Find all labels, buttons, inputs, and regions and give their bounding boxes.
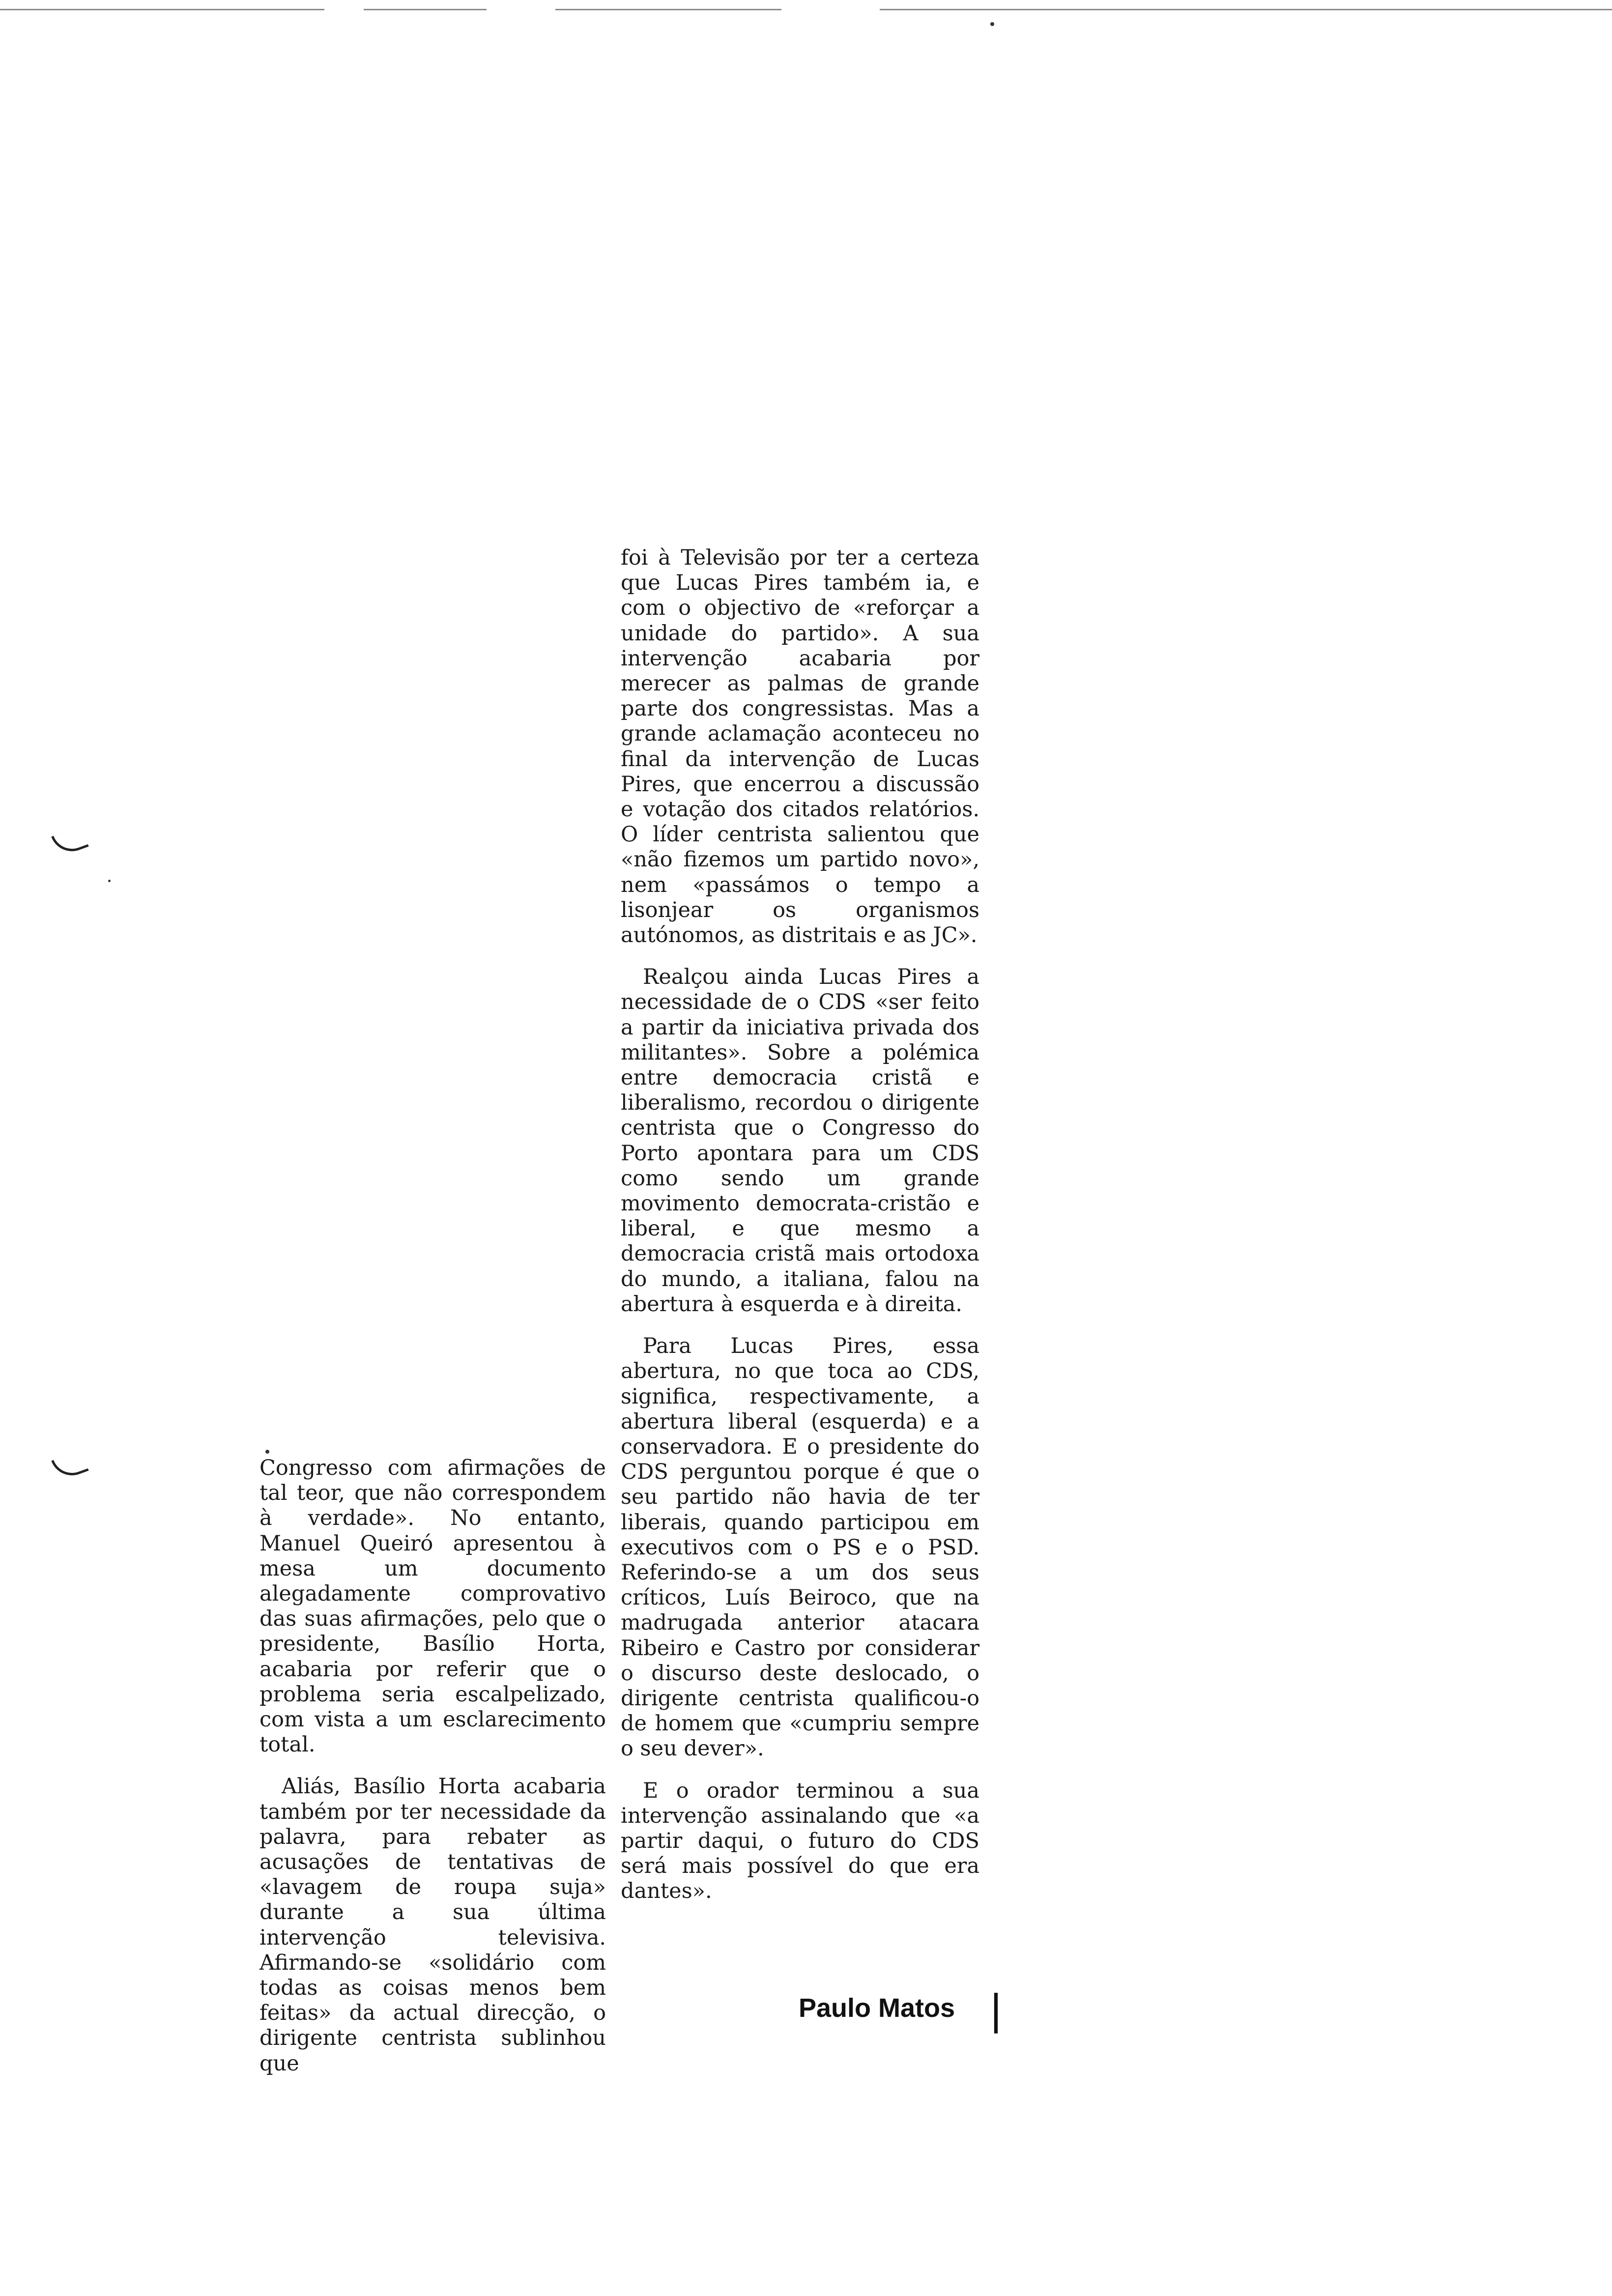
scan-edge-line (0, 9, 324, 10)
article-column-left (259, 1456, 606, 2093)
scan-edge-line (364, 9, 487, 10)
scan-speck (990, 22, 994, 26)
scan-edge-line (555, 9, 781, 10)
paragraph: foi à Televisão por ter a certeza que Lucas Pires também ia, e com o objectivo de «reforçar a unidade do partido». A sua intervenção acabaria por merecer as palmas de grande parte dos congressistas. Mas a grande aclamação aconteceu no final da intervenção de Lucas Pires, que encerrou a discussão e votação dos citados relatórios. O líder centrista salientou que «não fizemos um partido novo», nem «passámos o tempo a lisonjear os organismos autónomos, as distritais e as JC». (621, 545, 979, 948)
paragraph: Realçou ainda Lucas Pires a necessidade de o CDS «ser feito a partir da iniciativa privada dos militantes». Sobre a polémica entre democracia cristã e liberalismo, recordou o dirigente centrista que o Congresso do Porto apontara para um CDS como sendo um grande movimento democrata-cristão e liberal, e que mesmo a democracia cristã mais ortodoxa do mundo, a italiana, falou na abertura à esquerda e à direita. (621, 965, 979, 1317)
paragraph: Aliás, Basílio Horta acabaria também por ter necessidade da palavra, para rebater as acusações de tentativas de «lavagem de roupa suja» durante a sua última intervenção televisiva. Afirmando-se «solidário com todas as coisas menos bem feitas» da actual direcção, o dirigente centrista sublinhou que (259, 1774, 606, 2076)
scan-edge-line (880, 9, 1612, 10)
article-column-right (621, 545, 979, 1921)
paragraph: E o orador terminou a sua intervenção assinalando que «a partir daqui, o futuro do CDS será mais possível do que era dantes». (621, 1778, 979, 1904)
scan-speck (265, 1450, 269, 1454)
paragraph: Para Lucas Pires, essa abertura, no que toca ao CDS, significa, respectivamente, a abertura liberal (esquerda) e a conservadora. E o presidente do CDS perguntou porque é que o seu partido não havia de ter liberais, quando participou em executivos com o PS e o PSD. Referindo-se a um dos seus críticos, Luís Beiroco, que na madrugada anterior atacara Ribeiro e Castro por considerar o discurso deste deslocado, o dirigente centrista qualificou-o de homem que «cumpriu sempre o seu dever». (621, 1334, 979, 1761)
scan-speck (108, 880, 111, 882)
author-byline: Paulo Matos (799, 1993, 955, 2023)
scan-mark (51, 1450, 88, 1482)
scan-mark (51, 826, 88, 858)
end-mark: | (990, 1985, 1002, 2034)
paragraph: Congresso com afirmações de tal teor, que não correspondem à verdade». No entanto, Manuel Queiró apresentou à mesa um documento alegadamente comprovativo das suas afirmações, pelo que o presidente, Basílio Horta, acabaria por referir que o problema seria escalpelizado, com vista a um esclarecimento total. (259, 1456, 606, 1757)
